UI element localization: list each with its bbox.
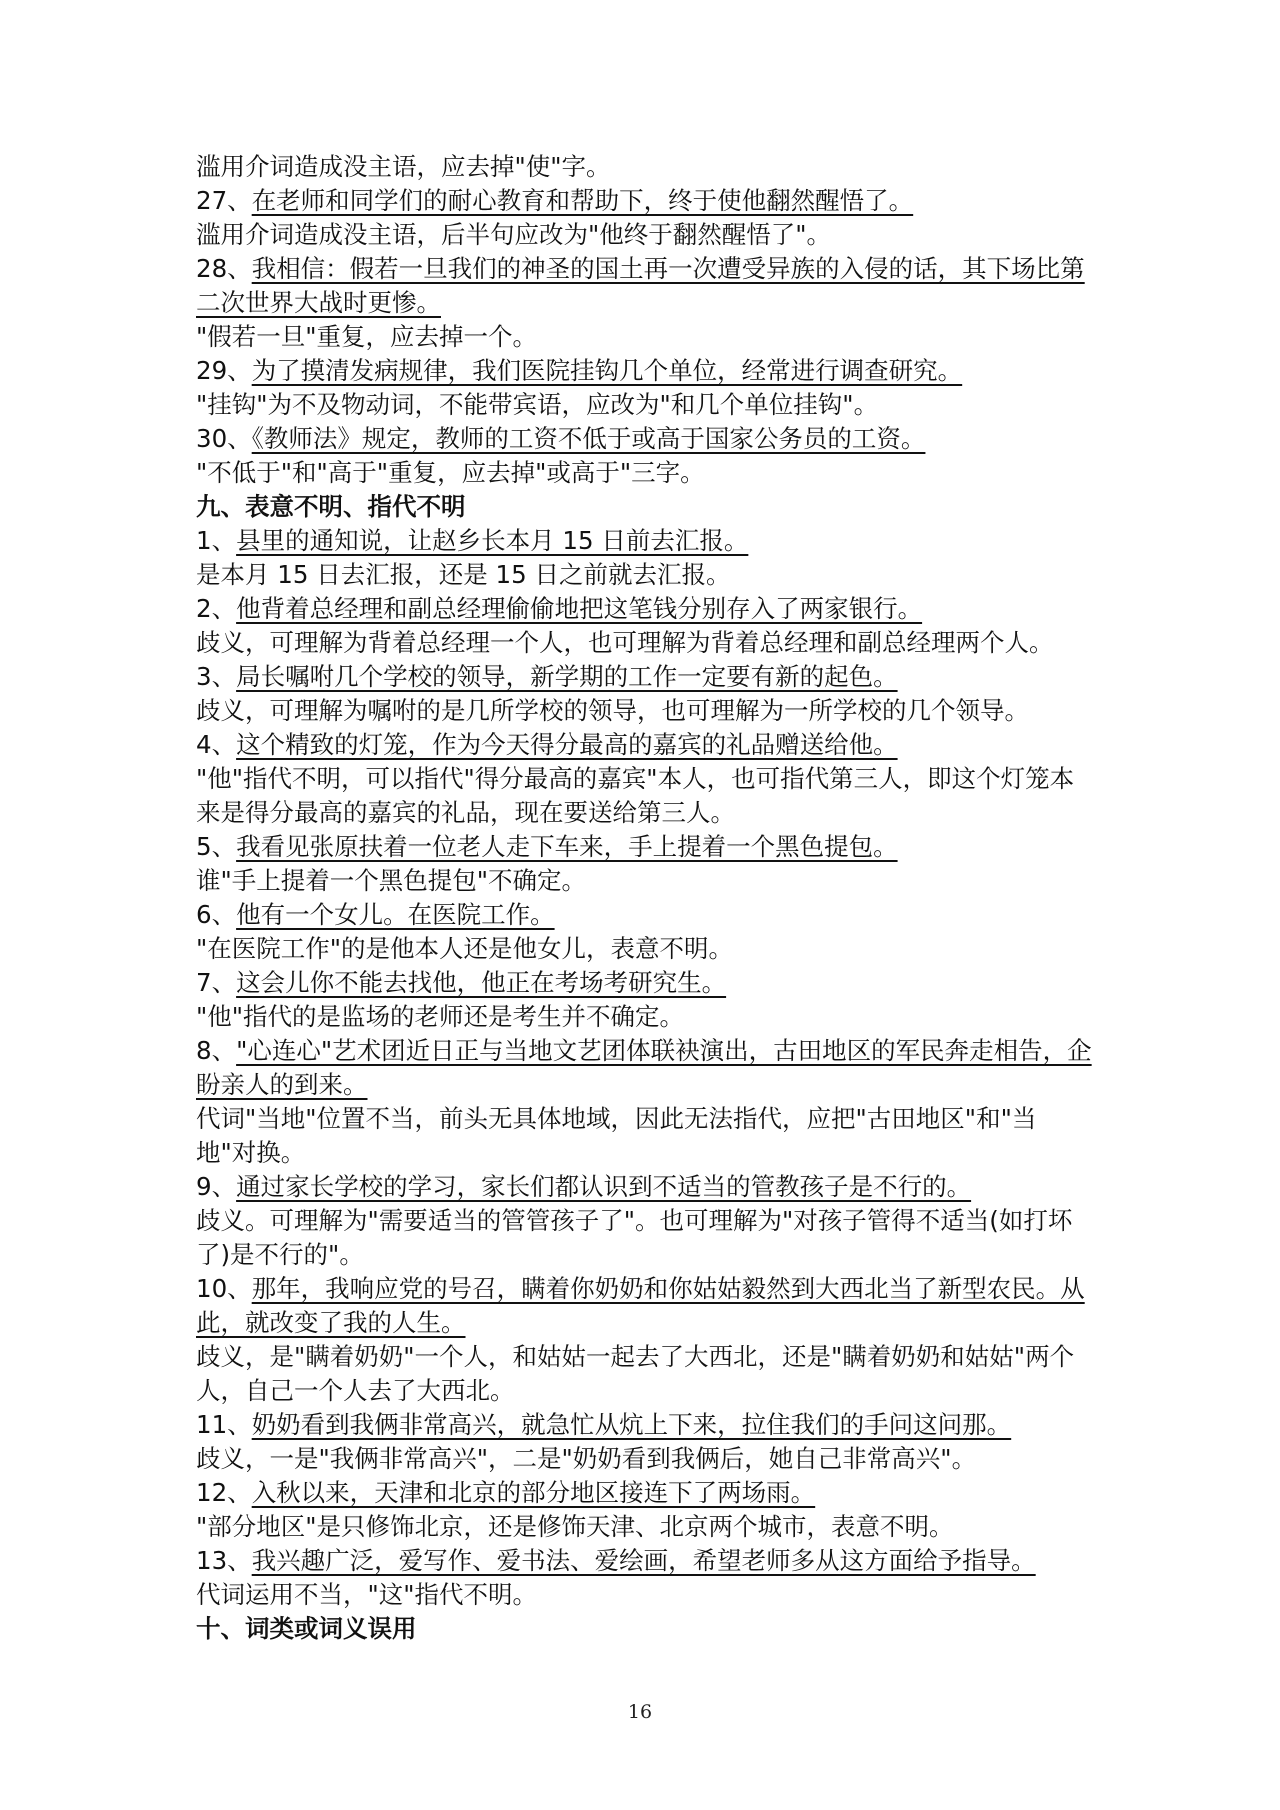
- section-heading-10: 十、词类或词义误用: [196, 1614, 417, 1643]
- answer-9-12: "部分地区"是只修饰北京，还是修饰天津、北京两个城市，表意不明。: [196, 1512, 954, 1541]
- answer-9-3: 歧义，可理解为嘱咐的是几所学校的领导，也可理解为一所学校的几个领导。: [196, 696, 1029, 725]
- question-9-5: 5、我看见张原扶着一位老人走下车来，手上提着一个黑色提包。: [196, 832, 898, 861]
- answer-9-6: "在医院工作"的是他本人还是他女儿，表意不明。: [196, 934, 734, 963]
- answer-line: 滥用介词造成没主语，应去掉"使"字。: [196, 152, 611, 181]
- question-30: 30、《教师法》规定，教师的工资不低于或高于国家公务员的工资。: [196, 424, 926, 453]
- answer-30: "不低于"和"高于"重复，应去掉"或高于"三字。: [196, 458, 705, 487]
- question-9-9: 9、通过家长学校的学习，家长们都认识到不适当的管教孩子是不行的。: [196, 1172, 972, 1201]
- answer-9-5: 谁"手上提着一个黑色提包"不确定。: [196, 866, 587, 895]
- question-9-13: 13、我兴趣广泛，爱写作、爱书法、爱绘画，希望老师多从这方面给予指导。: [196, 1546, 1036, 1575]
- answer-9-8: 代词"当地"位置不当，前头无具体地域，因此无法指代，应把"古田地区"和"当地"对换。: [196, 1104, 1037, 1167]
- answer-9-13: 代词运用不当，"这"指代不明。: [196, 1580, 538, 1609]
- answer-27: 滥用介词造成没主语，后半句应改为"他终于翻然醒悟了"。: [196, 220, 832, 249]
- section-heading-9: 九、表意不明、指代不明: [196, 492, 466, 521]
- question-9-11: 11、奶奶看到我俩非常高兴，就急忙从炕上下来，拉住我们的手问这问那。: [196, 1410, 1012, 1439]
- question-9-2: 2、他背着总经理和副总经理偷偷地把这笔钱分别存入了两家银行。: [196, 594, 923, 623]
- answer-9-4: "他"指代不明，可以指代"得分最高的嘉宾"本人，也可指代第三人，即这个灯笼本来是得分最高的嘉宾的礼品，现在要送给第三人。: [196, 764, 1075, 827]
- answer-9-1: 是本月 15 日去汇报，还是 15 日之前就去汇报。: [196, 560, 731, 589]
- answer-9-9: 歧义。可理解为"需要适当的管管孩子了"。也可理解为"对孩子管得不适当(如打坏了)是不行的"。: [196, 1206, 1073, 1269]
- answer-29: "挂钩"为不及物动词，不能带宾语，应改为"和几个单位挂钩"。: [196, 390, 879, 419]
- answer-9-10: 歧义，是"瞒着奶奶"一个人，和姑姑一起去了大西北，还是"瞒着奶奶和姑姑"两个人，自己一个人去了大西北。: [196, 1342, 1075, 1405]
- question-9-3: 3、局长嘱咐几个学校的领导，新学期的工作一定要有新的起色。: [196, 662, 898, 691]
- question-9-12: 12、入秋以来，天津和北京的部分地区接连下了两场雨。: [196, 1478, 816, 1507]
- question-9-10: 10、那年，我响应党的号召，瞒着你奶奶和你姑姑毅然到大西北当了新型农民。从此，就改变了我的人生。: [196, 1274, 1085, 1337]
- question-9-4: 4、这个精致的灯笼，作为今天得分最高的嘉宾的礼品赠送给他。: [196, 730, 898, 759]
- question-29: 29、为了摸清发病规律，我们医院挂钩几个单位，经常进行调查研究。: [196, 356, 963, 385]
- question-9-1: 1、县里的通知说，让赵乡长本月 15 日前去汇报。: [196, 526, 749, 555]
- answer-9-7: "他"指代的是监场的老师还是考生并不确定。: [196, 1002, 685, 1031]
- answer-9-11: 歧义，一是"我俩非常高兴"，二是"奶奶看到我俩后，她自己非常高兴"。: [196, 1444, 977, 1473]
- question-28: 28、我相信：假若一旦我们的神圣的国土再一次遭受异族的入侵的话，其下场比第二次世界大战时更惨。: [196, 254, 1085, 317]
- question-27: 27、在老师和同学们的耐心教育和帮助下，终于使他翻然醒悟了。: [196, 186, 914, 215]
- answer-28: "假若一旦"重复，应去掉一个。: [196, 322, 538, 351]
- question-9-8: 8、"心连心"艺术团近日正与当地文艺团体联袂演出，古田地区的军民奔走相告，企盼亲人的到来。: [196, 1036, 1092, 1099]
- document-body: [196, 150, 1096, 1646]
- answer-9-2: 歧义，可理解为背着总经理一个人，也可理解为背着总经理和副总经理两个人。: [196, 628, 1054, 657]
- question-9-7: 7、这会儿你不能去找他，他正在考场考研究生。: [196, 968, 727, 997]
- page-number: 16: [627, 1701, 653, 1723]
- question-9-6: 6、他有一个女儿。在医院工作。: [196, 900, 555, 929]
